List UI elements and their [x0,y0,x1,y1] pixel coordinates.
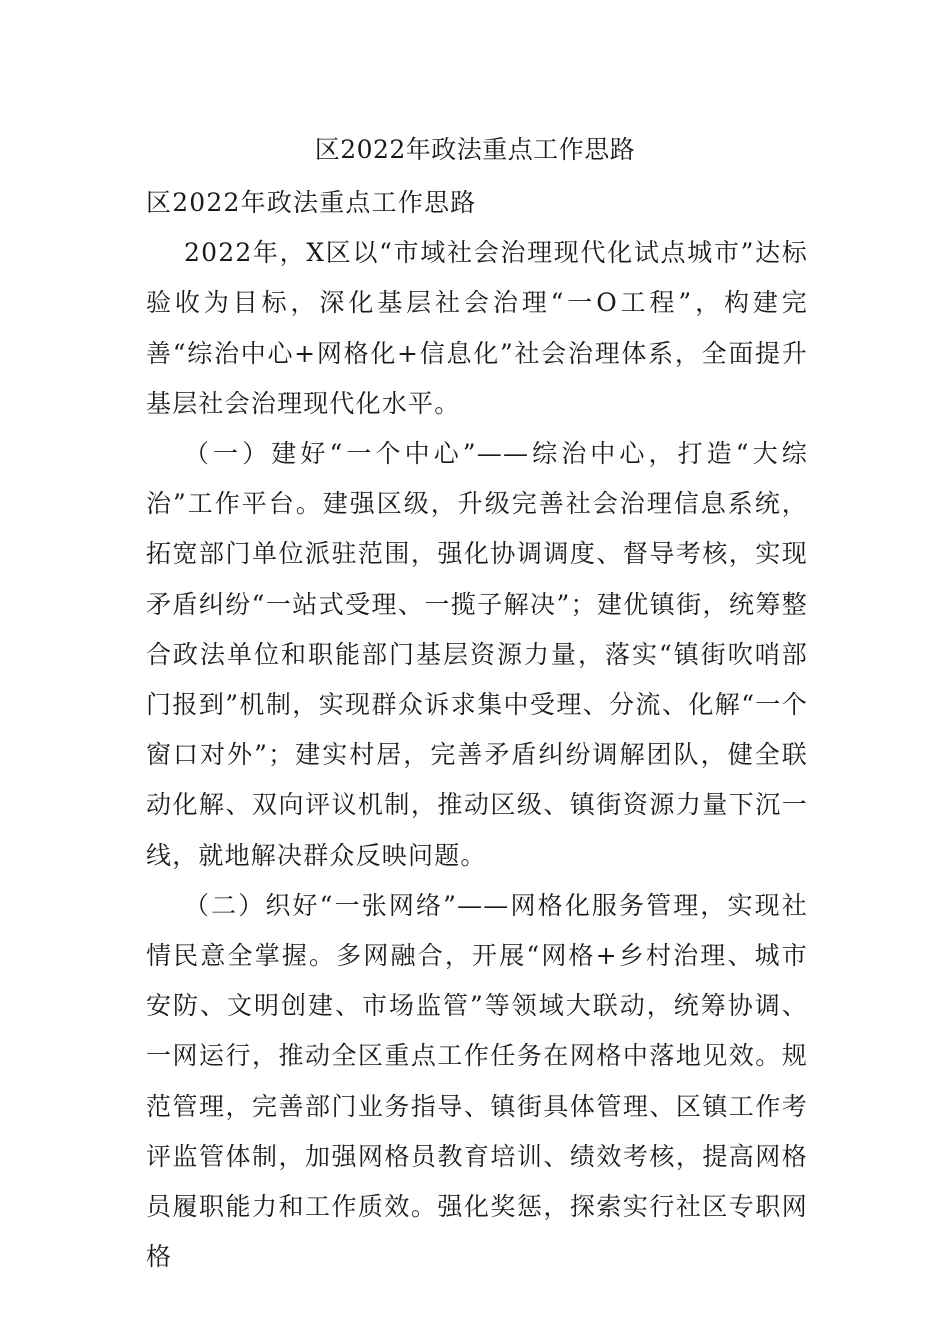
paragraph-intro: 2022年，X区以“市域社会治理现代化试点城市”达标验收为目标，深化基层社会治理“一O工程”，构建完善“综治中心+网格化+信息化”社会治理体系，全面提升基层社会治理现代化水平。 [146,238,808,418]
document-title: 区2022年政法重点工作思路 [314,135,636,164]
document-subtitle: 区2022年政法重点工作思路 [146,188,477,217]
document-body [146,178,808,1282]
paragraph-section-2: （二）织好“一张网络”——网格化服务管理，实现社情民意全掌握。多网融合，开展“网格+乡村治理、城市安防、文明创建、市场监管”等领域大联动，统筹协调、一网运行，推动全区重点工作任务在网格中落地见效。规范管理，完善部门业务指导、镇街具体管理、区镇工作考评监管体制，加强网格员教育培训、绩效考核，提高网格员履职能力和工作质效。强化奖惩，探索实行社区专职网格 [146,890,808,1272]
paragraph-section-1: （一）建好“一个中心”——综治中心，打造“大综治”工作平台。建强区级，升级完善社会治理信息系统，拓宽部门单位派驻范围，强化协调调度、督导考核，实现矛盾纠纷“一站式受理、一揽子解决”；建优镇街，统筹整合政法单位和职能部门基层资源力量，落实“镇街吹哨部门报到”机制，实现群众诉求集中受理、分流、化解“一个窗口对外”；建实村居，完善矛盾纠纷调解团队，健全联动化解、双向评议机制，推动区级、镇街资源力量下沉一线，就地解决群众反映问题。 [146,439,808,870]
